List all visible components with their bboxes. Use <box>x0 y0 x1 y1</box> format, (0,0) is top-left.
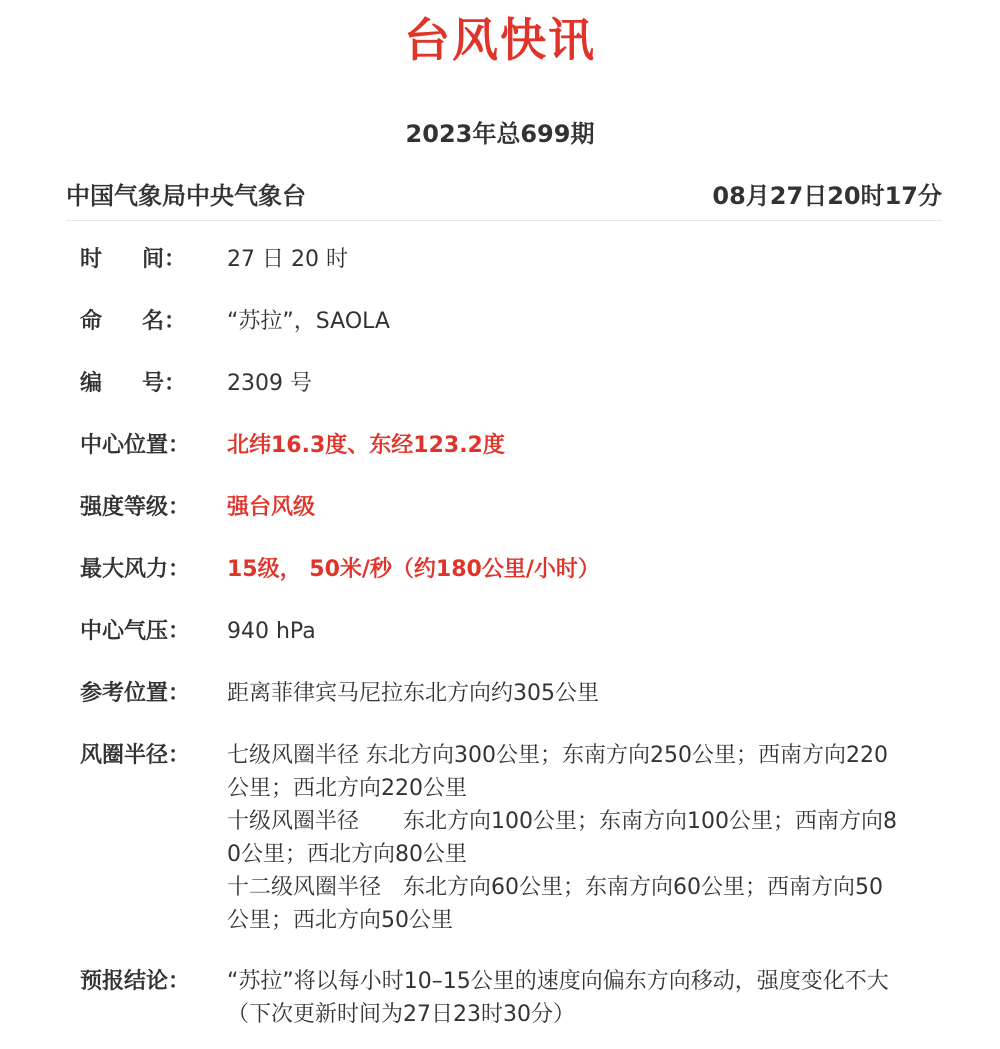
row-label: 预报结论： <box>80 969 191 994</box>
value-line: “苏拉”将以每小时10–15公里的速度向偏东方向移动，强度变化不大 <box>227 969 889 994</box>
row-value <box>227 965 927 1031</box>
row-value: 27 日 20 时 <box>227 247 348 272</box>
value-line: 十二级风圈半径 东北方向60公里；东南方向60公里；西南方向50 <box>227 875 883 900</box>
value-line: 公里；西北方向220公里 <box>227 776 467 801</box>
row-value: 2309 号 <box>227 371 312 396</box>
row-label: 最大风力： <box>80 557 191 582</box>
issue-time: 08月27日20时17分 <box>712 182 942 210</box>
row-label: 时 间 ： <box>80 247 187 272</box>
value-line: 七级风圈半径 东北方向300公里；东南方向250公里；西南方向220 <box>227 743 888 768</box>
row-label: 编 号 ： <box>80 371 187 396</box>
agency-name: 中国气象局中央气象台 <box>66 182 306 210</box>
row-label: 中心位置： <box>80 433 191 458</box>
row-label: 中心气压： <box>80 619 191 644</box>
row-value: 15级， 50米/秒（约180公里/小时） <box>227 557 600 582</box>
row-value: 强台风级 <box>227 495 316 520</box>
row-label: 命 名 ： <box>80 309 187 334</box>
row-value <box>227 739 927 937</box>
page-title: 台风快讯 <box>404 13 596 67</box>
row-value: “苏拉”，SAOLA <box>227 309 390 334</box>
row-label: 风圈半径： <box>80 743 191 768</box>
row-label: 强度等级： <box>80 495 191 520</box>
row-value: 940 hPa <box>227 619 316 644</box>
row-value: 北纬16.3度、东经123.2度 <box>227 433 505 458</box>
row-value: 距离菲律宾马尼拉东北方向约305公里 <box>227 681 599 706</box>
value-line: （下次更新时间为27日23时30分） <box>227 1002 575 1027</box>
row-label: 参考位置： <box>80 681 191 706</box>
value-line: 0公里；西北方向80公里 <box>227 842 467 867</box>
value-line: 十级风圈半径 东北方向100公里；东南方向100公里；西南方向8 <box>227 809 897 834</box>
value-line: 公里；西北方向50公里 <box>227 908 453 933</box>
issue-number: 2023年总699期 <box>405 120 595 148</box>
bulletin-header <box>66 176 942 221</box>
